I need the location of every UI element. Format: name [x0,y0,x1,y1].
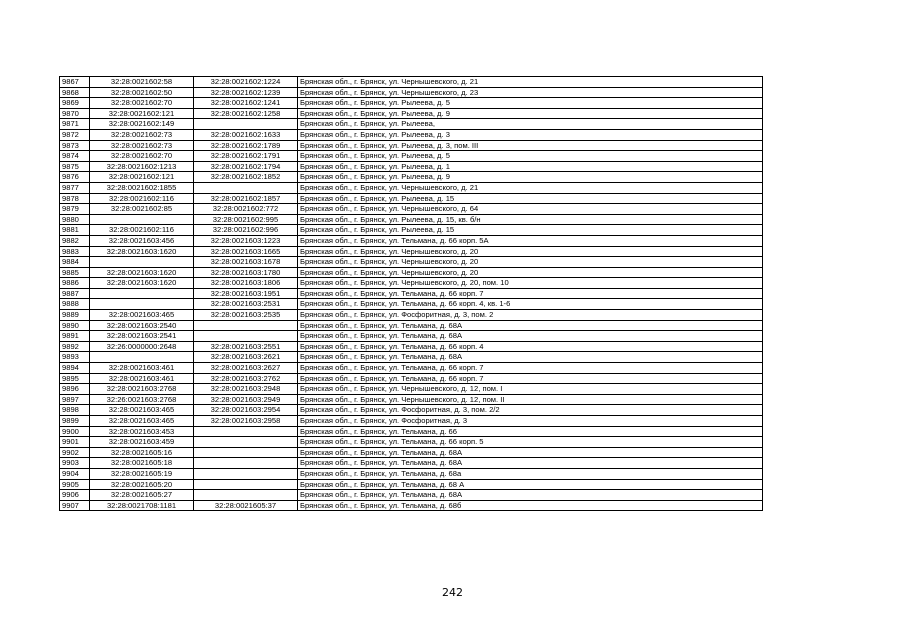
table-row [60,246,763,257]
address-cell: Брянская обл., г. Брянск, ул. Рылеева, д. 3, пом. III [298,140,763,151]
cadastral-number-cell: 32:28:0021603:465 [90,405,194,416]
address-cell: Брянская обл., г. Брянск, ул. Чернышевского, д. 23 [298,87,763,98]
row-number-cell: 9868 [60,87,90,98]
row-number-cell: 9892 [60,341,90,352]
cadastral-number-cell: 32:28:0021603:453 [90,426,194,437]
address-cell: Брянская обл., г. Брянск, ул. Чернышевского, д. 12, пом. II [298,394,763,405]
row-number-cell: 9893 [60,352,90,363]
row-number-cell: 9902 [60,447,90,458]
address-cell: Брянская обл., г. Брянск, ул. Тельмана, д. 66 корп. 4 [298,341,763,352]
object-number-cell: 32:28:0021602:1852 [194,172,298,183]
table-row [60,416,763,427]
cadastral-number-cell: 32:28:0021602:58 [90,77,194,88]
cadastral-number-cell: 32:28:0021603:461 [90,373,194,384]
address-cell: Брянская обл., г. Брянск, ул. Чернышевского, д. 20 [298,267,763,278]
registry-table [59,76,763,511]
row-number-cell: 9907 [60,500,90,511]
address-cell: Брянская обл., г. Брянск, ул. Фосфоритная, д. 3, пом. 2 [298,310,763,321]
table-row [60,193,763,204]
table-row [60,479,763,490]
table-row [60,151,763,162]
table-row [60,235,763,246]
table-row [60,331,763,342]
address-cell: Брянская обл., г. Брянск, ул. Чернышевского, д. 12, пом. I [298,384,763,395]
table-row [60,310,763,321]
table-row [60,320,763,331]
cadastral-number-cell: 32:28:0021603:1620 [90,246,194,257]
row-number-cell: 9905 [60,479,90,490]
cadastral-number-cell: 32:28:0021603:1620 [90,278,194,289]
row-number-cell: 9885 [60,267,90,278]
row-number-cell: 9890 [60,320,90,331]
address-cell: Брянская обл., г. Брянск, ул. Тельмана, д. 68А [298,458,763,469]
table-row [60,426,763,437]
address-cell: Брянская обл., г. Брянск, ул. Тельмана, д. 68А [298,320,763,331]
table-row [60,437,763,448]
row-number-cell: 9900 [60,426,90,437]
address-cell: Брянская обл., г. Брянск, ул. Тельмана, д. 66 корп. 7 [298,373,763,384]
cadastral-number-cell: 32:28:0021603:456 [90,235,194,246]
address-cell: Брянская обл., г. Брянск, ул. Чернышевского, д. 20 [298,246,763,257]
table-row [60,119,763,130]
cadastral-number-cell: 32:28:0021603:461 [90,363,194,374]
row-number-cell: 9904 [60,468,90,479]
object-number-cell: 32:28:0021602:1224 [194,77,298,88]
row-number-cell: 9899 [60,416,90,427]
table-row [60,172,763,183]
row-number-cell: 9871 [60,119,90,130]
object-number-cell: 32:28:0021603:2621 [194,352,298,363]
address-cell: Брянская обл., г. Брянск, ул. Рылеева, д. 3 [298,129,763,140]
row-number-cell: 9896 [60,384,90,395]
object-number-cell: 32:28:0021603:1806 [194,278,298,289]
row-number-cell: 9895 [60,373,90,384]
cadastral-number-cell: 32:26:0000000:2648 [90,341,194,352]
row-number-cell: 9888 [60,299,90,310]
table-row [60,267,763,278]
address-cell: Брянская обл., г. Брянск, ул. Тельмана, д. 66 корп. 5А [298,235,763,246]
row-number-cell: 9867 [60,77,90,88]
cadastral-number-cell [90,299,194,310]
address-cell: Брянская обл., г. Брянск, ул. Рылеева, д. 5 [298,98,763,109]
cadastral-number-cell: 32:28:0021605:27 [90,490,194,501]
address-cell: Брянская обл., г. Брянск, ул. Фосфоритная, д. 3 [298,416,763,427]
object-number-cell [194,331,298,342]
object-number-cell: 32:28:0021602:1857 [194,193,298,204]
object-number-cell: 32:28:0021603:1665 [194,246,298,257]
cadastral-number-cell: 32:28:0021605:18 [90,458,194,469]
table-row [60,500,763,511]
object-number-cell: 32:28:0021603:2531 [194,299,298,310]
object-number-cell [194,468,298,479]
object-number-cell: 32:28:0021602:1239 [194,87,298,98]
address-cell: Брянская обл., г. Брянск, ул. Рылеева, д. 1 [298,161,763,172]
object-number-cell: 32:28:0021603:2958 [194,416,298,427]
row-number-cell: 9873 [60,140,90,151]
cadastral-number-cell: 32:28:0021602:1213 [90,161,194,172]
object-number-cell: 32:28:0021602:1258 [194,108,298,119]
object-number-cell: 32:28:0021603:1223 [194,235,298,246]
cadastral-number-cell: 32:28:0021603:465 [90,416,194,427]
address-cell: Брянская обл., г. Брянск, ул. Чернышевского, д. 20, пом. 10 [298,278,763,289]
object-number-cell [194,458,298,469]
address-cell: Брянская обл., г. Брянск, ул. Тельмана, д. 68 А [298,479,763,490]
cadastral-number-cell: 32:28:0021605:19 [90,468,194,479]
table-row [60,161,763,172]
cadastral-number-cell [90,257,194,268]
object-number-cell: 32:28:0021602:1791 [194,151,298,162]
address-cell: Брянская обл., г. Брянск, ул. Фосфоритная, д. 3, пом. 2/2 [298,405,763,416]
row-number-cell: 9903 [60,458,90,469]
registry-table-body [60,77,763,511]
object-number-cell: 32:28:0021602:1789 [194,140,298,151]
row-number-cell: 9872 [60,129,90,140]
object-number-cell [194,182,298,193]
address-cell: Брянская обл., г. Брянск, ул. Тельмана, д. 66 [298,426,763,437]
row-number-cell: 9882 [60,235,90,246]
object-number-cell: 32:28:0021603:2535 [194,310,298,321]
table-row [60,299,763,310]
row-number-cell: 9897 [60,394,90,405]
object-number-cell: 32:28:0021605:37 [194,500,298,511]
address-cell: Брянская обл., г. Брянск, ул. Рылеева, д. 15 [298,193,763,204]
address-cell: Брянская обл., г. Брянск, ул. Чернышевского, д. 21 [298,77,763,88]
row-number-cell: 9880 [60,214,90,225]
cadastral-number-cell: 32:26:0021603:2768 [90,394,194,405]
object-number-cell [194,437,298,448]
address-cell: Брянская обл., г. Брянск, ул. Рылеева, д. 5 [298,151,763,162]
object-number-cell [194,447,298,458]
page-number: 242 [442,586,463,599]
object-number-cell: 32:28:0021603:2949 [194,394,298,405]
row-number-cell: 9886 [60,278,90,289]
table-row [60,98,763,109]
cadastral-number-cell: 32:28:0021708:1181 [90,500,194,511]
cadastral-number-cell [90,352,194,363]
address-cell: Брянская обл., г. Брянск, ул. Рылеева, д. 15, кв. б/н [298,214,763,225]
object-number-cell: 32:28:0021603:1678 [194,257,298,268]
table-row [60,373,763,384]
address-cell: Брянская обл., г. Брянск, ул. Тельмана, д. 68А [298,331,763,342]
row-number-cell: 9879 [60,204,90,215]
address-cell: Брянская обл., г. Брянск, ул. Рылеева, д. 9 [298,172,763,183]
table-row [60,458,763,469]
object-number-cell: 32:28:0021603:2762 [194,373,298,384]
object-number-cell: 32:28:0021602:995 [194,214,298,225]
row-number-cell: 9875 [60,161,90,172]
cadastral-number-cell [90,214,194,225]
address-cell: Брянская обл., г. Брянск, ул. Чернышевского, д. 20 [298,257,763,268]
table-row [60,225,763,236]
cadastral-number-cell: 32:28:0021602:116 [90,193,194,204]
row-number-cell: 9869 [60,98,90,109]
cadastral-number-cell: 32:28:0021603:465 [90,310,194,321]
table-row [60,352,763,363]
table-row [60,394,763,405]
cadastral-number-cell: 32:28:0021602:121 [90,172,194,183]
object-number-cell: 32:28:0021603:2627 [194,363,298,374]
address-cell: Брянская обл., г. Брянск, ул. Тельмана, д. 68А [298,490,763,501]
object-number-cell: 32:28:0021602:1633 [194,129,298,140]
object-number-cell: 32:28:0021602:772 [194,204,298,215]
cadastral-number-cell: 32:28:0021602:149 [90,119,194,130]
table-row [60,182,763,193]
cadastral-number-cell: 32:28:0021605:16 [90,447,194,458]
cadastral-number-cell: 32:28:0021602:50 [90,87,194,98]
row-number-cell: 9901 [60,437,90,448]
address-cell: Брянская обл., г. Брянск, ул. Рылеева, [298,119,763,130]
address-cell: Брянская обл., г. Брянск, ул. Тельмана, д. 66 корп. 5 [298,437,763,448]
address-cell: Брянская обл., г. Брянск, ул. Чернышевского, д. 21 [298,182,763,193]
address-cell: Брянская обл., г. Брянск, ул. Тельмана, д. 66 корп. 7 [298,288,763,299]
table-row [60,140,763,151]
row-number-cell: 9876 [60,172,90,183]
object-number-cell: 32:28:0021602:1794 [194,161,298,172]
table-row [60,490,763,501]
cadastral-number-cell: 32:28:0021602:73 [90,129,194,140]
object-number-cell [194,479,298,490]
row-number-cell: 9889 [60,310,90,321]
address-cell: Брянская обл., г. Брянск, ул. Тельмана, д. 66 корп. 4, кв. 1-6 [298,299,763,310]
object-number-cell: 32:28:0021603:1951 [194,288,298,299]
cadastral-number-cell: 32:28:0021602:70 [90,98,194,109]
row-number-cell: 9898 [60,405,90,416]
table-row [60,214,763,225]
address-cell: Брянская обл., г. Брянск, ул. Тельмана, д. 68А [298,352,763,363]
cadastral-number-cell: 32:28:0021602:116 [90,225,194,236]
cadastral-number-cell: 32:28:0021605:20 [90,479,194,490]
address-cell: Брянская обл., г. Брянск, ул. Тельмана, д. 66 корп. 7 [298,363,763,374]
table-row [60,204,763,215]
object-number-cell: 32:28:0021603:2551 [194,341,298,352]
table-row [60,468,763,479]
table-row [60,363,763,374]
cadastral-number-cell: 32:28:0021603:2768 [90,384,194,395]
cadastral-number-cell: 32:28:0021603:2540 [90,320,194,331]
cadastral-number-cell: 32:28:0021602:121 [90,108,194,119]
row-number-cell: 9874 [60,151,90,162]
row-number-cell: 9891 [60,331,90,342]
address-cell: Брянская обл., г. Брянск, ул. Тельмана, д. 68б [298,500,763,511]
table-row [60,87,763,98]
cadastral-number-cell: 32:28:0021602:85 [90,204,194,215]
row-number-cell: 9894 [60,363,90,374]
row-number-cell: 9884 [60,257,90,268]
cadastral-number-cell: 32:28:0021603:1620 [90,267,194,278]
cadastral-number-cell: 32:28:0021602:1855 [90,182,194,193]
object-number-cell [194,426,298,437]
cadastral-number-cell: 32:28:0021603:2541 [90,331,194,342]
cadastral-number-cell: 32:28:0021602:70 [90,151,194,162]
object-number-cell: 32:28:0021603:2948 [194,384,298,395]
object-number-cell: 32:28:0021602:996 [194,225,298,236]
row-number-cell: 9906 [60,490,90,501]
object-number-cell [194,490,298,501]
object-number-cell: 32:28:0021603:2954 [194,405,298,416]
address-cell: Брянская обл., г. Брянск, ул. Тельмана, д. 68А [298,447,763,458]
address-cell: Брянская обл., г. Брянск, ул. Рылеева, д. 15 [298,225,763,236]
row-number-cell: 9883 [60,246,90,257]
row-number-cell: 9887 [60,288,90,299]
object-number-cell: 32:28:0021603:1780 [194,267,298,278]
object-number-cell [194,320,298,331]
object-number-cell [194,119,298,130]
row-number-cell: 9870 [60,108,90,119]
table-row [60,405,763,416]
table-row [60,447,763,458]
cadastral-number-cell: 32:28:0021603:459 [90,437,194,448]
table-row [60,278,763,289]
table-row [60,384,763,395]
address-cell: Брянская обл., г. Брянск, ул. Рылеева, д. 9 [298,108,763,119]
table-row [60,341,763,352]
cadastral-number-cell: 32:28:0021602:73 [90,140,194,151]
table-row [60,288,763,299]
address-cell: Брянская обл., г. Брянск, ул. Тельмана, д. 68а [298,468,763,479]
cadastral-number-cell [90,288,194,299]
table-row [60,257,763,268]
row-number-cell: 9881 [60,225,90,236]
table-row [60,129,763,140]
address-cell: Брянская обл., г. Брянск, ул. Чернышевского, д. 64 [298,204,763,215]
row-number-cell: 9877 [60,182,90,193]
table-row [60,108,763,119]
table-row [60,77,763,88]
row-number-cell: 9878 [60,193,90,204]
object-number-cell: 32:28:0021602:1241 [194,98,298,109]
